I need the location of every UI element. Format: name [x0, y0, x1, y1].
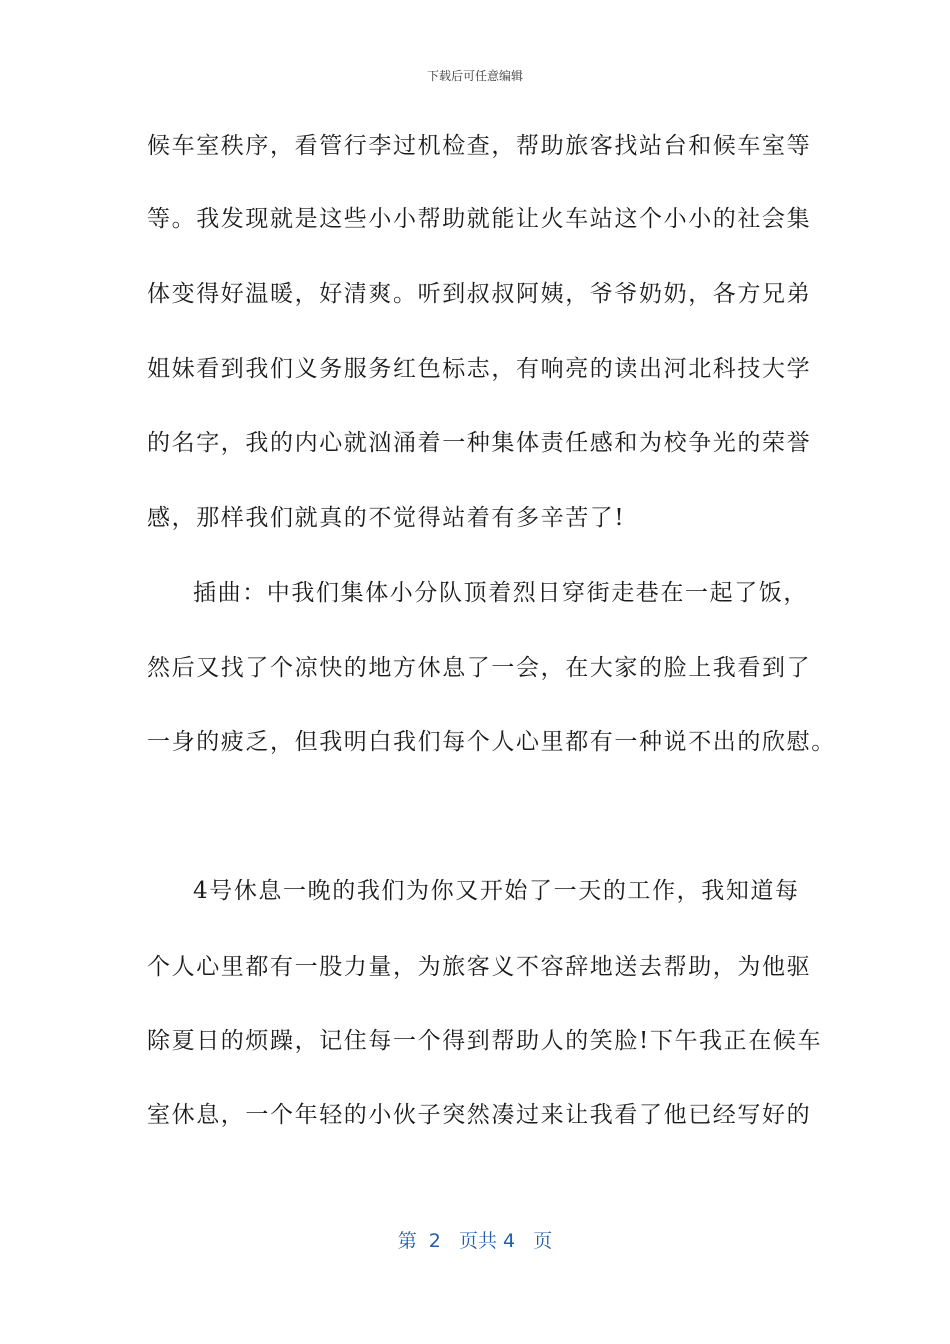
page-number: 第 2 页共 4 页 — [397, 1230, 553, 1252]
text-line: 候车室秩序，看管行李过机检查，帮助旅客找站台和候车室等 — [147, 133, 812, 159]
text-line: 然后又找了个凉快的地方休息了一会，在大家的脸上我看到了 — [147, 655, 812, 681]
text-line: 一身的疲乏，但我明白我们每个人心里都有一种说不出的欣慰。 — [147, 729, 836, 755]
text-line: 等。我发现就是这些小小帮助就能让火车站这个小小的社会集 — [147, 206, 812, 232]
text-line: 除夏日的烦躁，记住每一个得到帮助人的笑脸!下午我正在候车 — [147, 1028, 823, 1054]
header-note: 下载后可任意编辑 — [426, 69, 523, 83]
text-line: 个人心里都有一股力量，为旅客义不容辞地送去帮助，为他驱 — [147, 954, 812, 980]
text-line: 的名字，我的内心就汹涌着一种集体责任感和为校争光的荣誉 — [147, 430, 812, 456]
text-line: 室休息，一个年轻的小伙子突然凑过来让我看了他已经写好的 — [147, 1102, 812, 1128]
paragraph-first-line: 插曲：中我们集体小分队顶着烈日穿街走巷在一起了饭， — [193, 580, 808, 606]
text-line: 体变得好温暖，好清爽。听到叔叔阿姨，爷爷奶奶，各方兄弟 — [147, 281, 812, 307]
text-line: 感，那样我们就真的不觉得站着有多辛苦了! — [147, 505, 626, 531]
text-line: 姐妹看到我们义务服务红色标志，有响亮的读出河北科技大学 — [147, 356, 812, 382]
paragraph-first-line: 4号休息一晚的我们为你又开始了一天的工作，我知道每 — [193, 878, 800, 904]
